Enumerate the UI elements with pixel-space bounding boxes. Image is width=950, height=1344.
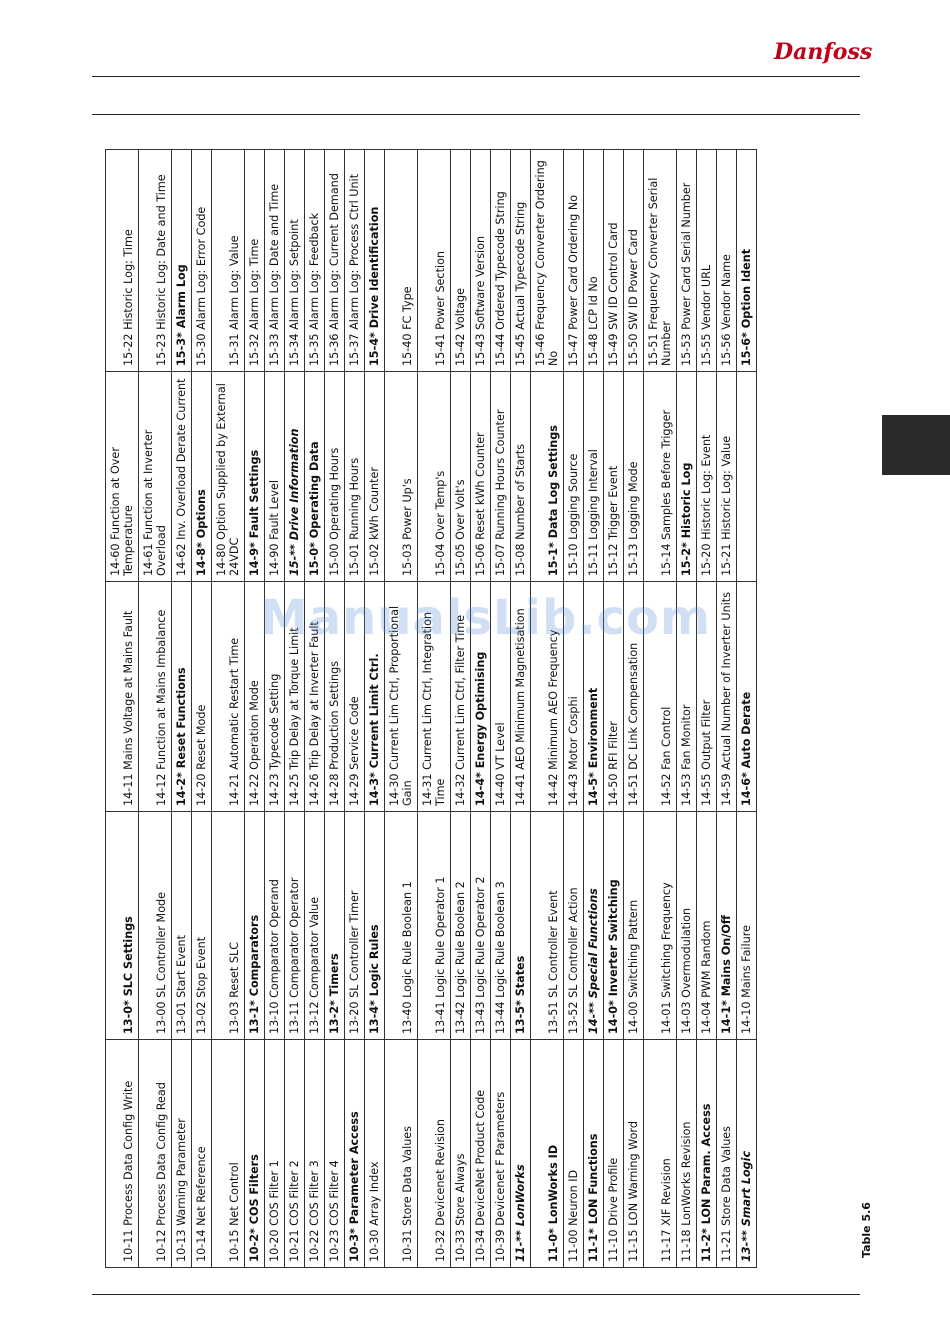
table-cell: 15-42 Voltage — [451, 150, 471, 372]
table-cell: 15-04 Over Temp's — [418, 372, 451, 582]
table-cell: 15-10 Logging Source — [564, 372, 584, 582]
table-row — [285, 150, 305, 1268]
table-cell: 14-9* Fault Settings — [245, 372, 265, 582]
table-cell: 15-00 Operating Hours — [325, 372, 345, 582]
table-cell: 10-3* Parameter Access — [345, 1040, 365, 1268]
table-cell: 14-3* Current Limit Ctrl. — [365, 582, 385, 812]
table-cell: 13-4* Logic Rules — [365, 812, 385, 1040]
table-cell: 13-40 Logic Rule Boolean 1 — [385, 812, 418, 1040]
header-rule — [92, 76, 860, 77]
table-cell: 15-34 Alarm Log: Setpoint — [285, 150, 305, 372]
table-row — [245, 150, 265, 1268]
table-cell: 14-61 Function at Inverter Overload — [139, 372, 172, 582]
table-cell: 13-10 Comparator Operand — [265, 812, 285, 1040]
table-cell: 15-41 Power Section — [418, 150, 451, 372]
table-cell: 15-32 Alarm Log: Time — [245, 150, 265, 372]
table-cell: 15-4* Drive Identification — [365, 150, 385, 372]
footer-rule — [92, 1294, 860, 1295]
table-cell: 13-** Smart Logic — [737, 1040, 757, 1268]
table-cell: 15-12 Trigger Event — [604, 372, 624, 582]
table-cell: 11-00 Neuron ID — [564, 1040, 584, 1268]
table-row — [604, 150, 624, 1268]
rotated-table-container — [105, 150, 845, 1268]
table-cell: 15-13 Logging Mode — [624, 372, 644, 582]
table-cell: 15-01 Running Hours — [345, 372, 365, 582]
table-cell: 15-07 Running Hours Counter — [491, 372, 511, 582]
table-cell: 15-44 Ordered Typecode String — [491, 150, 511, 372]
table-cell: 14-62 Inv. Overload Derate Current — [172, 372, 192, 582]
table-cell: 13-02 Stop Event — [192, 812, 212, 1040]
table-row — [385, 150, 418, 1268]
table-cell: 14-5* Environment — [584, 582, 604, 812]
table-cell: 14-26 Trip Delay at Inverter Fault — [305, 582, 325, 812]
table-row — [106, 150, 139, 1268]
table-cell: 14-32 Current Lim Ctrl, Filter Time — [451, 582, 471, 812]
table-cell: 14-31 Current Lim Ctrl, Integration Time — [418, 582, 451, 812]
table-row — [717, 150, 737, 1268]
table-cell: 14-23 Typecode Setting — [265, 582, 285, 812]
table-cell — [737, 372, 757, 582]
table-cell: 11-** LonWorks — [511, 1040, 531, 1268]
table-cell: 14-01 Switching Frequency — [644, 812, 677, 1040]
table-cell: 11-1* LON Functions — [584, 1040, 604, 1268]
table-row — [325, 150, 345, 1268]
table-cell: 14-10 Mains Failure — [737, 812, 757, 1040]
parameter-table — [105, 149, 757, 1268]
table-cell: 15-02 kWh Counter — [365, 372, 385, 582]
table-cell: 14-11 Mains Voltage at Mains Fault — [106, 582, 139, 812]
table-row — [644, 150, 677, 1268]
table-cell: 14-55 Output Filter — [697, 582, 717, 812]
table-cell: 13-42 Logic Rule Boolean 2 — [451, 812, 471, 1040]
table-row — [564, 150, 584, 1268]
table-cell: 10-15 Net Control — [212, 1040, 245, 1268]
table-cell: 13-5* States — [511, 812, 531, 1040]
table-cell: 14-8* Options — [192, 372, 212, 582]
table-cell: 15-36 Alarm Log: Current Demand — [325, 150, 345, 372]
table-cell: 14-40 VT Level — [491, 582, 511, 812]
table-row — [737, 150, 757, 1268]
table-cell: 15-31 Alarm Log: Value — [212, 150, 245, 372]
table-row — [305, 150, 325, 1268]
table-row — [471, 150, 491, 1268]
table-cell: 15-53 Power Card Serial Number — [677, 150, 697, 372]
section-tab — [882, 415, 950, 475]
table-cell: 14-90 Fault Level — [265, 372, 285, 582]
table-row — [172, 150, 192, 1268]
table-cell: 15-51 Frequency Converter Serial Number — [644, 150, 677, 372]
table-cell: 14-25 Trip Delay at Torque Limit — [285, 582, 305, 812]
table-cell: 14-43 Motor Cosphi — [564, 582, 584, 812]
table-row — [491, 150, 511, 1268]
table-cell: 15-2* Historic Log — [677, 372, 697, 582]
table-cell: 13-20 SL Controller Timer — [345, 812, 365, 1040]
table-cell: 15-08 Number of Starts — [511, 372, 531, 582]
table-cell: 11-0* LonWorks ID — [531, 1040, 564, 1268]
table-cell: 15-1* Data Log Settings — [531, 372, 564, 582]
table-cell: 13-52 SL Controller Action — [564, 812, 584, 1040]
table-cell: 15-45 Actual Typecode String — [511, 150, 531, 372]
table-cell: 15-35 Alarm Log: Feedback — [305, 150, 325, 372]
table-row — [365, 150, 385, 1268]
table-cell: 10-14 Net Reference — [192, 1040, 212, 1268]
danfoss-logo — [770, 34, 873, 68]
table-cell: 15-37 Alarm Log: Process Ctrl Unit — [345, 150, 365, 372]
table-cell: 14-00 Switching Pattern — [624, 812, 644, 1040]
table-cell: 13-51 SL Controller Event — [531, 812, 564, 1040]
subheader-rule — [92, 114, 860, 115]
table-cell: 14-51 DC Link Compensation — [624, 582, 644, 812]
table-cell: 13-12 Comparator Value — [305, 812, 325, 1040]
table-cell: 10-31 Store Data Values — [385, 1040, 418, 1268]
table-cell: 10-34 DeviceNet Product Code — [471, 1040, 491, 1268]
table-cell: 11-2* LON Param. Access — [697, 1040, 717, 1268]
table-cell: 15-6* Option Ident — [737, 150, 757, 372]
table-cell: 11-10 Drive Profile — [604, 1040, 624, 1268]
table-cell: 14-0* Inverter Switching — [604, 812, 624, 1040]
table-cell: 15-40 FC Type — [385, 150, 418, 372]
table-cell: 10-12 Process Data Config Read — [139, 1040, 172, 1268]
table-cell: 13-03 Reset SLC — [212, 812, 245, 1040]
brand-text: Danfoss — [774, 39, 873, 65]
table-cell: 10-22 COS Filter 3 — [305, 1040, 325, 1268]
table-cell: 14-04 PWM Random — [697, 812, 717, 1040]
table-row — [584, 150, 604, 1268]
table-cell: 10-11 Process Data Config Write — [106, 1040, 139, 1268]
watermark: ManualsLib.com — [260, 590, 711, 646]
table-cell: 14-2* Reset Functions — [172, 582, 192, 812]
table-cell: 15-33 Alarm Log: Date and Time — [265, 150, 285, 372]
table-caption: Table 5.6 — [860, 1202, 873, 1258]
table-cell: 13-2* Timers — [325, 812, 345, 1040]
table-cell: 15-30 Alarm Log: Error Code — [192, 150, 212, 372]
table-cell: 14-** Special Functions — [584, 812, 604, 1040]
table-row — [624, 150, 644, 1268]
table-row — [345, 150, 365, 1268]
table-cell: 10-32 Devicenet Revision — [418, 1040, 451, 1268]
table-cell: 15-47 Power Card Ordering No — [564, 150, 584, 372]
table-cell: 14-59 Actual Number of Inverter Units — [717, 582, 737, 812]
table-cell: 14-21 Automatic Restart Time — [212, 582, 245, 812]
table-cell: 11-18 LonWorks Revision — [677, 1040, 697, 1268]
table-cell: 11-17 XIF Revision — [644, 1040, 677, 1268]
table-cell: 15-46 Frequency Converter Ordering No — [531, 150, 564, 372]
table-cell: 14-80 Option Supplied by External 24VDC — [212, 372, 245, 582]
table-cell: 15-11 Logging Interval — [584, 372, 604, 582]
table-cell: 14-52 Fan Control — [644, 582, 677, 812]
table-row — [451, 150, 471, 1268]
table-cell: 14-30 Current Lim Ctrl, Proportional Gain — [385, 582, 418, 812]
table-cell: 15-23 Historic Log: Date and Time — [139, 150, 172, 372]
table-cell: 13-43 Logic Rule Operator 2 — [471, 812, 491, 1040]
table-cell: 13-1* Comparators — [245, 812, 265, 1040]
table-cell: 15-05 Over Volt's — [451, 372, 471, 582]
table-cell: 14-22 Operation Mode — [245, 582, 265, 812]
table-cell: 15-50 SW ID Power Card — [624, 150, 644, 372]
table-cell: 13-44 Logic Rule Boolean 3 — [491, 812, 511, 1040]
table-cell: 11-21 Store Data Values — [717, 1040, 737, 1268]
table-cell: 10-23 COS Filter 4 — [325, 1040, 345, 1268]
table-cell: 14-1* Mains On/Off — [717, 812, 737, 1040]
table-cell: 15-20 Historic Log: Event — [697, 372, 717, 582]
table-cell: 14-50 RFI Filter — [604, 582, 624, 812]
table-cell: 14-20 Reset Mode — [192, 582, 212, 812]
table-cell: 15-21 Historic Log: Value — [717, 372, 737, 582]
table-cell: 15-55 Vendor URL — [697, 150, 717, 372]
table-cell: 10-2* COS Filters — [245, 1040, 265, 1268]
table-row — [265, 150, 285, 1268]
table-cell: 15-03 Power Up's — [385, 372, 418, 582]
table-row — [511, 150, 531, 1268]
table-cell: 14-6* Auto Derate — [737, 582, 757, 812]
table-row — [677, 150, 697, 1268]
table-cell: 14-60 Function at Over Temperature — [106, 372, 139, 582]
table-row — [418, 150, 451, 1268]
table-cell: 15-14 Samples Before Trigger — [644, 372, 677, 582]
table-cell: 13-00 SL Controller Mode — [139, 812, 172, 1040]
table-cell: 15-06 Reset kWh Counter — [471, 372, 491, 582]
table-cell: 13-01 Start Event — [172, 812, 192, 1040]
table-row — [531, 150, 564, 1268]
table-cell: 15-49 SW ID Control Card — [604, 150, 624, 372]
table-cell: 14-41 AEO Minimum Magnetisation — [511, 582, 531, 812]
table-cell: 15-** Drive Information — [285, 372, 305, 582]
table-cell: 10-30 Array Index — [365, 1040, 385, 1268]
table-cell: 11-15 LON Warning Word — [624, 1040, 644, 1268]
table-cell: 15-43 Software Version — [471, 150, 491, 372]
table-cell: 10-20 COS Filter 1 — [265, 1040, 285, 1268]
table-cell: 14-53 Fan Monitor — [677, 582, 697, 812]
table-cell: 13-41 Logic Rule Operator 1 — [418, 812, 451, 1040]
table-cell: 14-03 Overmodulation — [677, 812, 697, 1040]
table-cell: 10-13 Warning Parameter — [172, 1040, 192, 1268]
table-cell: 14-12 Function at Mains Imbalance — [139, 582, 172, 812]
table-cell: 14-4* Energy Optimising — [471, 582, 491, 812]
table-cell: 14-29 Service Code — [345, 582, 365, 812]
table-cell: 13-0* SLC Settings — [106, 812, 139, 1040]
table-cell: 14-42 Minimum AEO Frequency — [531, 582, 564, 812]
table-cell: 14-28 Production Settings — [325, 582, 345, 812]
table-cell: 15-3* Alarm Log — [172, 150, 192, 372]
table-cell: 15-48 LCP Id No — [584, 150, 604, 372]
table-cell: 15-56 Vendor Name — [717, 150, 737, 372]
table-cell: 15-22 Historic Log: Time — [106, 150, 139, 372]
table-cell: 10-33 Store Always — [451, 1040, 471, 1268]
table-cell: 15-0* Operating Data — [305, 372, 325, 582]
table-row — [192, 150, 212, 1268]
table-row — [697, 150, 717, 1268]
table-cell: 10-39 Devicenet F Parameters — [491, 1040, 511, 1268]
table-cell: 10-21 COS Filter 2 — [285, 1040, 305, 1268]
table-row — [212, 150, 245, 1268]
table-row — [139, 150, 172, 1268]
table-cell: 13-11 Comparator Operator — [285, 812, 305, 1040]
